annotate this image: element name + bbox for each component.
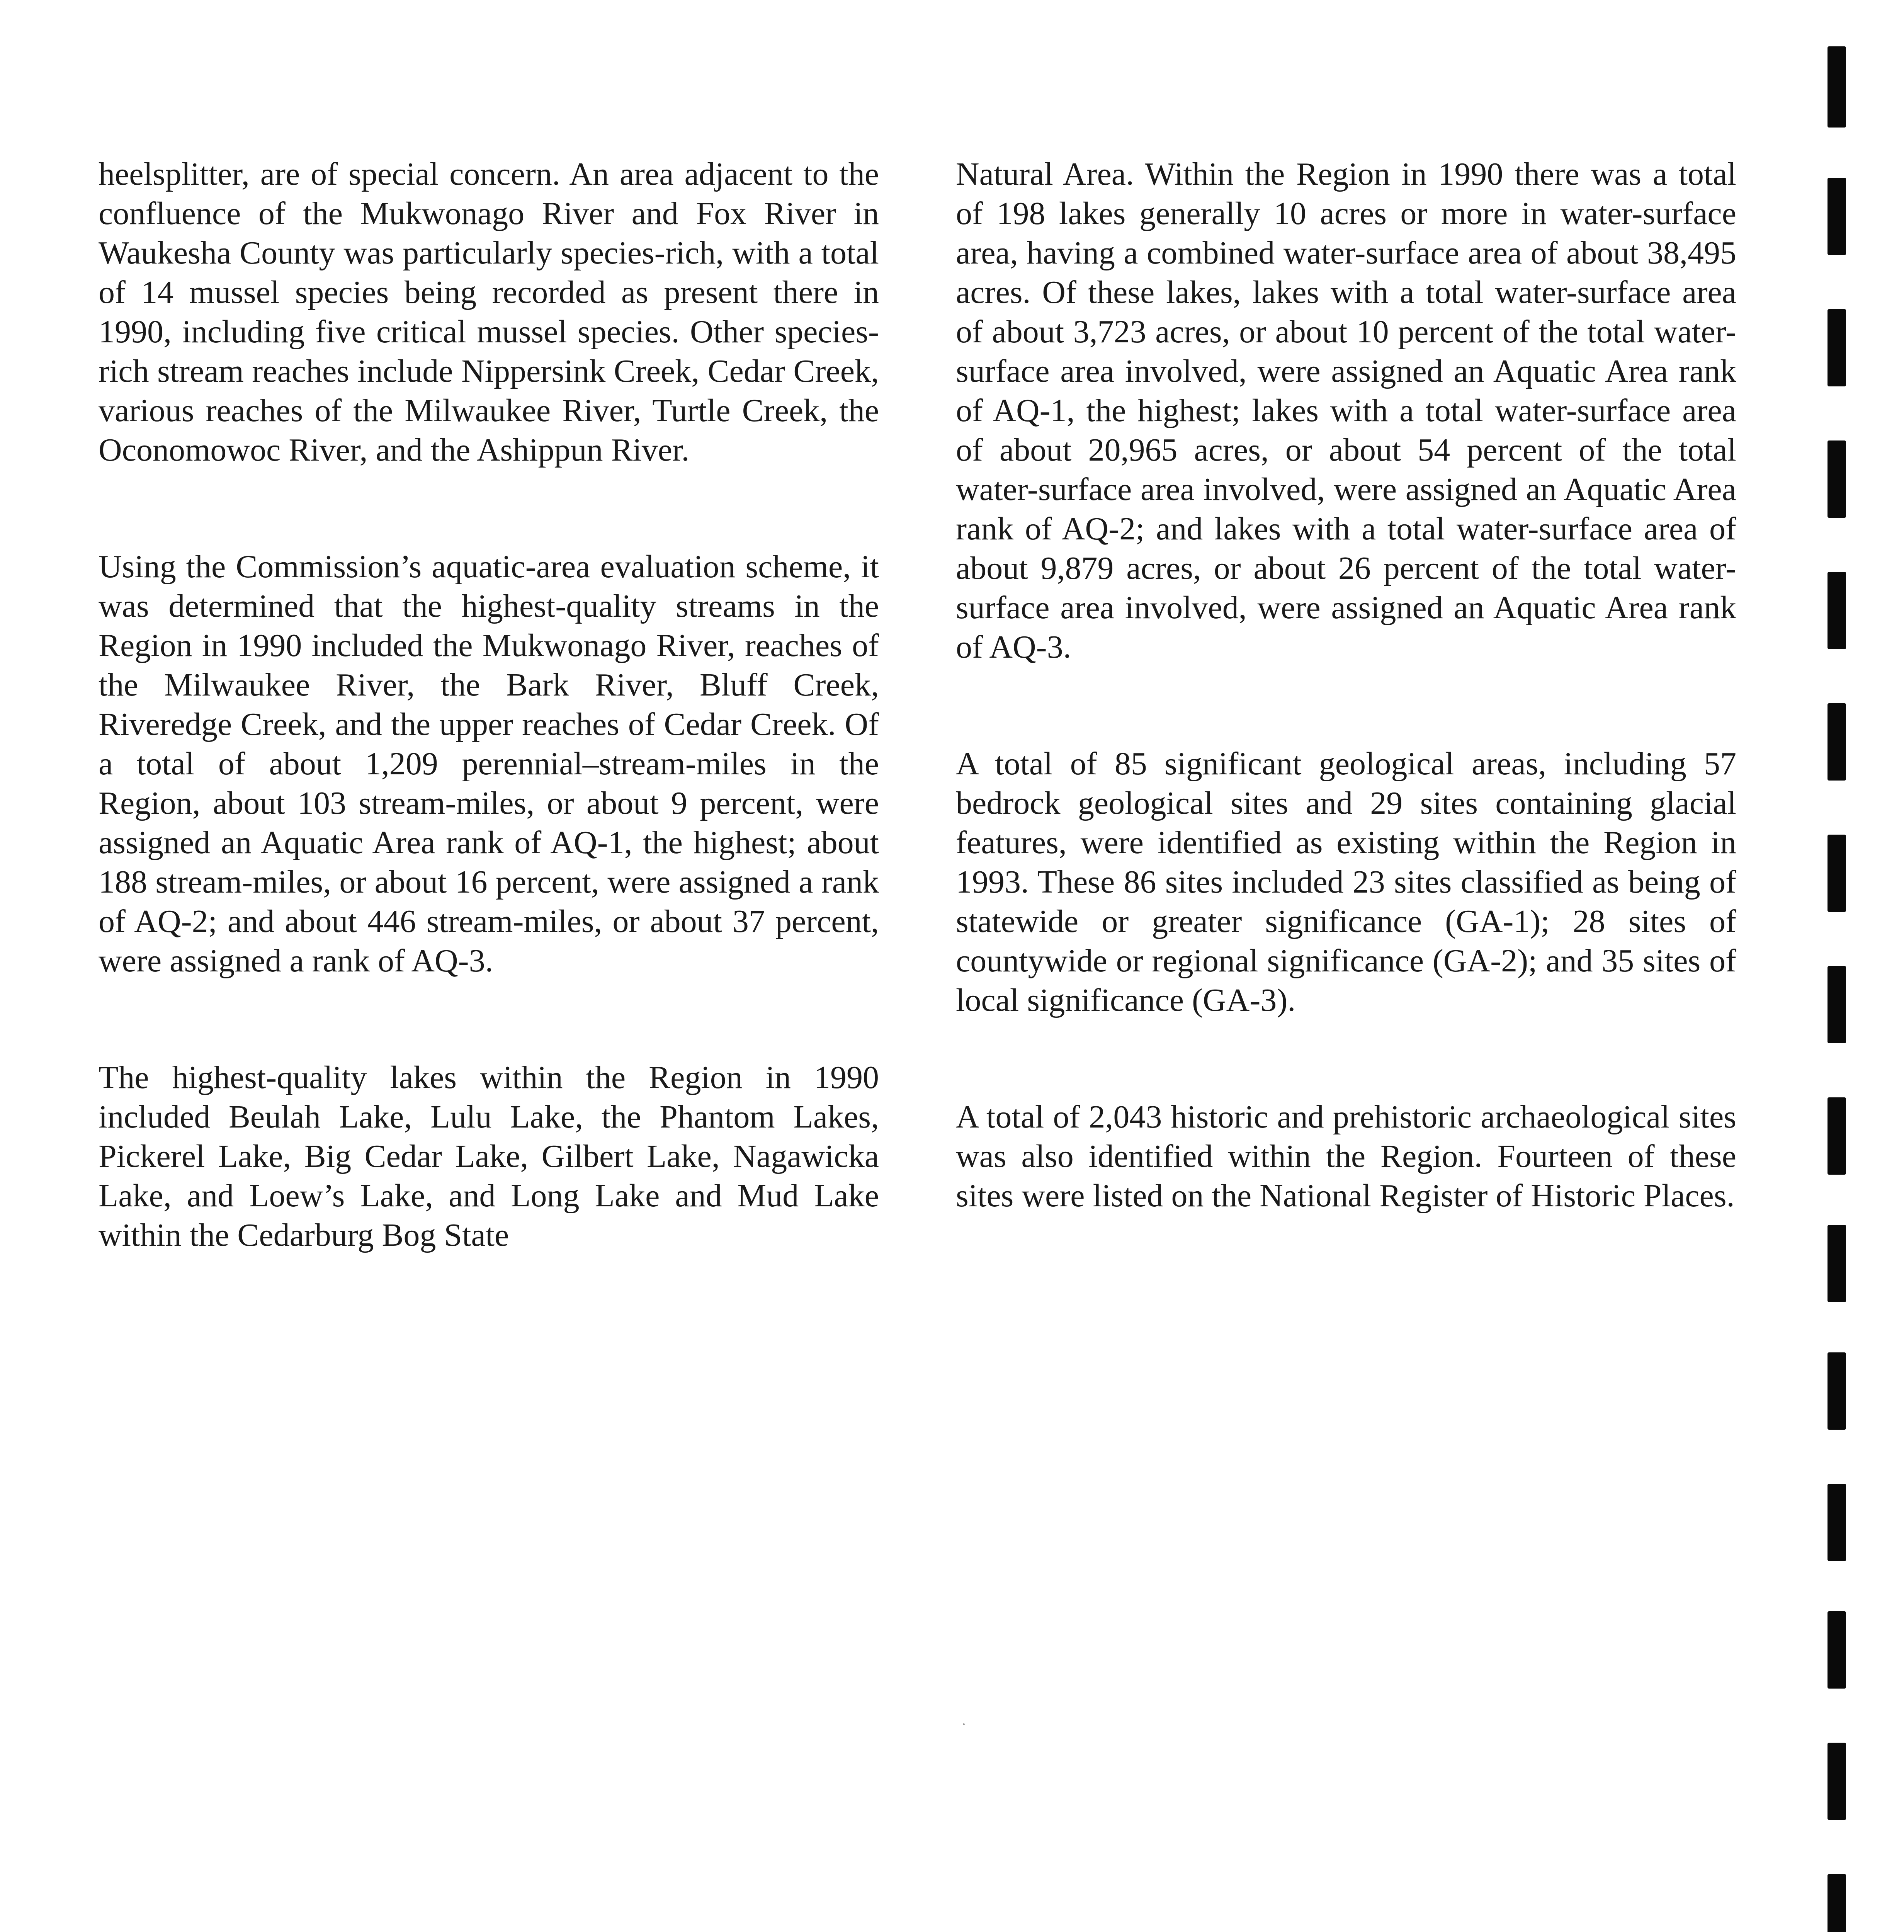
binding-hole-mark [1828, 1743, 1846, 1820]
binding-hole-mark [1828, 1352, 1846, 1430]
binding-hole-mark [1828, 1611, 1846, 1689]
paragraph-archaeological-sites: A total of 2,043 historic and prehistoric archaeological sites was also identified within the Region. Fourteen of these sites were listed on the National Register of Historic Places. [956, 1099, 1736, 1214]
binding-hole-mark [1828, 46, 1846, 128]
binding-hole-mark [1828, 703, 1846, 781]
binding-hole-mark [1828, 1484, 1846, 1561]
binding-hole-mark [1828, 440, 1846, 518]
paragraph-mussel-species: heelsplitter, are of special concern. An area adjacent to the confluence of the Mukwonago River and Fox River in Waukesha County was particularly species-rich, with a total of 14 mussel species being recorded as present there in 1990, including five critical mussel species. Other species-rich stream reaches include Nippersink Creek, Cedar Creek, various reaches of the Milwaukee River, Turtle Creek, the Oconomowoc River, and the Ashippun River. [99, 156, 879, 468]
binding-hole-mark [1828, 572, 1846, 649]
binding-hole-mark [1828, 835, 1846, 912]
binding-hole-mark [1828, 309, 1846, 386]
binding-hole-mark [1828, 1874, 1846, 1932]
binding-hole-mark [1828, 1097, 1846, 1175]
scan-speck [963, 1723, 965, 1725]
binding-hole-mark [1828, 966, 1846, 1043]
right-column [956, 155, 1736, 1293]
paragraph-lake-quality: The highest-quality lakes within the Region in 1990 included Beulah Lake, Lulu Lake, the Phantom Lakes, Pickerel Lake, Big Cedar Lake, Gilbert Lake, Nagawicka Lake, and Loew’s Lake, and Long Lake and Mud Lake within the Cedarburg Bog State [99, 1060, 879, 1253]
binding-hole-mark [1828, 1225, 1846, 1302]
paragraph-lake-ranks: Natural Area. Within the Region in 1990 there was a total of 198 lakes generally 10 acres or more in water-surface area, having a combined water-surface area of about 38,495 acres. Of these lakes, lakes with a total water-surface area of about 3,723 acres, or about 10 percent of the total water-surface area involved, were assigned an Aquatic Area rank of AQ-1, the highest; lakes with a total water-surface area of about 20,965 acres, or about 54 percent of the total water-surface area involved, were assigned an Aquatic Area rank of AQ-2; and lakes with a total water-surface area of about 9,879 acres, or about 26 percent of the total water-surface area involved, were assigned an Aquatic Area rank of AQ-3. [956, 156, 1736, 665]
paragraph-geological-areas: A total of 85 significant geological areas, including 57 bedrock geological sites and 29 sites containing glacial features, were identified as existing within the Region in 1993. These 86 sites included 23 sites classified as being of statewide or greater significance (GA-1); 28 sites of countywide or regional significance (GA-2); and 35 sites of local significance (GA-3). [956, 746, 1736, 1018]
binding-hole-mark [1828, 178, 1846, 255]
comb-binding-strip [1828, 0, 1851, 1932]
paragraph-stream-quality: Using the Commission’s aquatic-area evaluation scheme, it was determined that the highest-quality streams in the Region in 1990 included the Mukwonago River, reaches of the Milwaukee River, the Bark River, Bluff Creek, Riveredge Creek, and the upper reaches of Cedar Creek. Of a total of about 1,209 perennial–stream-miles in the Region, about 103 stream-miles, or about 9 percent, were assigned an Aquatic Area rank of AQ-1, the highest; about 188 stream-miles, or about 16 percent, were assigned a rank of AQ-2; and about 446 stream-miles, or about 37 percent, were assigned a rank of AQ-3. [99, 549, 879, 979]
left-column [99, 155, 879, 1332]
